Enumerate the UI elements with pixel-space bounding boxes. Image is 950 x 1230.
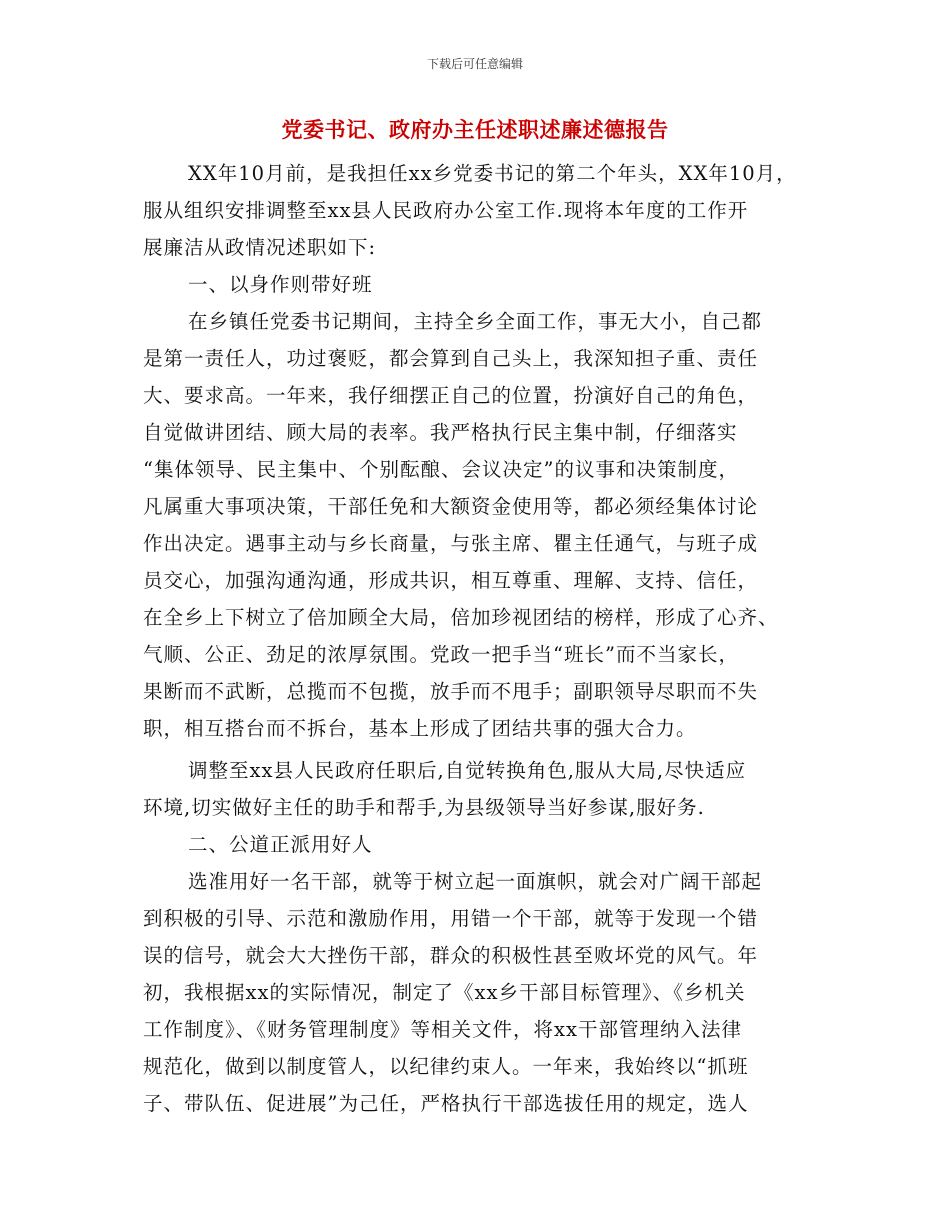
body-line: 规范化，做到以制度管人，以纪律约束人。一年来，我始终以“抓班 xyxy=(143,1055,749,1078)
body-line: 初，我根据xx的实际情况，制定了《xx乡干部目标管理》、《乡机关 xyxy=(143,981,746,1004)
body-line: 误的信号，就会大大挫伤干部，群众的积极性甚至败坏党的风气。年 xyxy=(143,944,759,967)
body-line: 子、带队伍、促进展”为己任，严格执行干部选拔任用的规定，选人 xyxy=(143,1092,749,1115)
body-line: XX年10月前，是我担任xx乡党委书记的第二个年头，XX年10月， xyxy=(188,162,797,185)
body-line: 选准用好一名干部，就等于树立起一面旗帜，就会对广阔干部起 xyxy=(188,870,763,893)
body-line: 在乡镇任党委书记期间，主持全乡全面工作，事无大小，自己都 xyxy=(188,310,763,333)
body-line: “集体领导、民主集中、个别酝酿、会议决定”的议事和决策制度， xyxy=(143,458,739,481)
body-line: 自觉做讲团结、顾大局的表率。我严格执行民主集中制，仔细落实 xyxy=(143,421,738,444)
body-line: 是第一责任人，功过褒贬，都会算到自己头上，我深知担子重、责任 xyxy=(143,347,759,370)
document-title: 党委书记、政府办主任述职述廉述德报告 xyxy=(281,118,669,142)
body-line: 职，相互搭台而不拆台，基本上形成了团结共事的强大合力。 xyxy=(143,717,697,740)
body-line: 作出决定。遇事主动与乡长商量，与张主席、瞿主任通气，与班子成 xyxy=(143,532,759,555)
body-line: 大、要求高。一年来，我仔细摆正自己的位置，扮演好自己的角色， xyxy=(143,384,759,407)
section-heading: 一、以身作则带好班 xyxy=(188,273,373,296)
body-line: 气顺、公正、劲足的浓厚氛围。党政一把手当“班长”而不当家长， xyxy=(143,643,739,666)
body-line: 服从组织安排调整至xx县人民政府办公室工作.现将本年度的工作开 xyxy=(143,199,749,222)
body-line: 到积极的引导、示范和激励作用，用错一个干部，就等于发现一个错 xyxy=(143,907,759,930)
body-line: 工作制度》、《财务管理制度》等相关文件，将xx干部管理纳入法律 xyxy=(143,1018,742,1041)
page-header: 下载后可任意编辑 xyxy=(426,57,523,71)
body-line: 凡属重大事项决策，干部任免和大额资金使用等，都必须经集体讨论 xyxy=(143,495,759,518)
body-line: 展廉洁从政情况述职如下: xyxy=(143,236,377,259)
body-line: 果断而不武断，总揽而不包揽，放手而不甩手；副职领导尽职而不失 xyxy=(143,680,759,703)
body-line: 员交心，加强沟通沟通，形成共识，相互尊重、理解、支持、信任， xyxy=(143,569,759,592)
body-line: 调整至xx县人民政府任职后,自觉转换角色,服从大局,尽快适应 xyxy=(188,759,747,782)
body-line: 环境,切实做好主任的助手和帮手,为县级领导当好参谋,服好务. xyxy=(143,796,705,819)
body-line: 在全乡上下树立了倍加顾全大局，倍加珍视团结的榜样，形成了心齐、 xyxy=(143,606,779,629)
section-heading: 二、公道正派用好人 xyxy=(188,833,373,856)
